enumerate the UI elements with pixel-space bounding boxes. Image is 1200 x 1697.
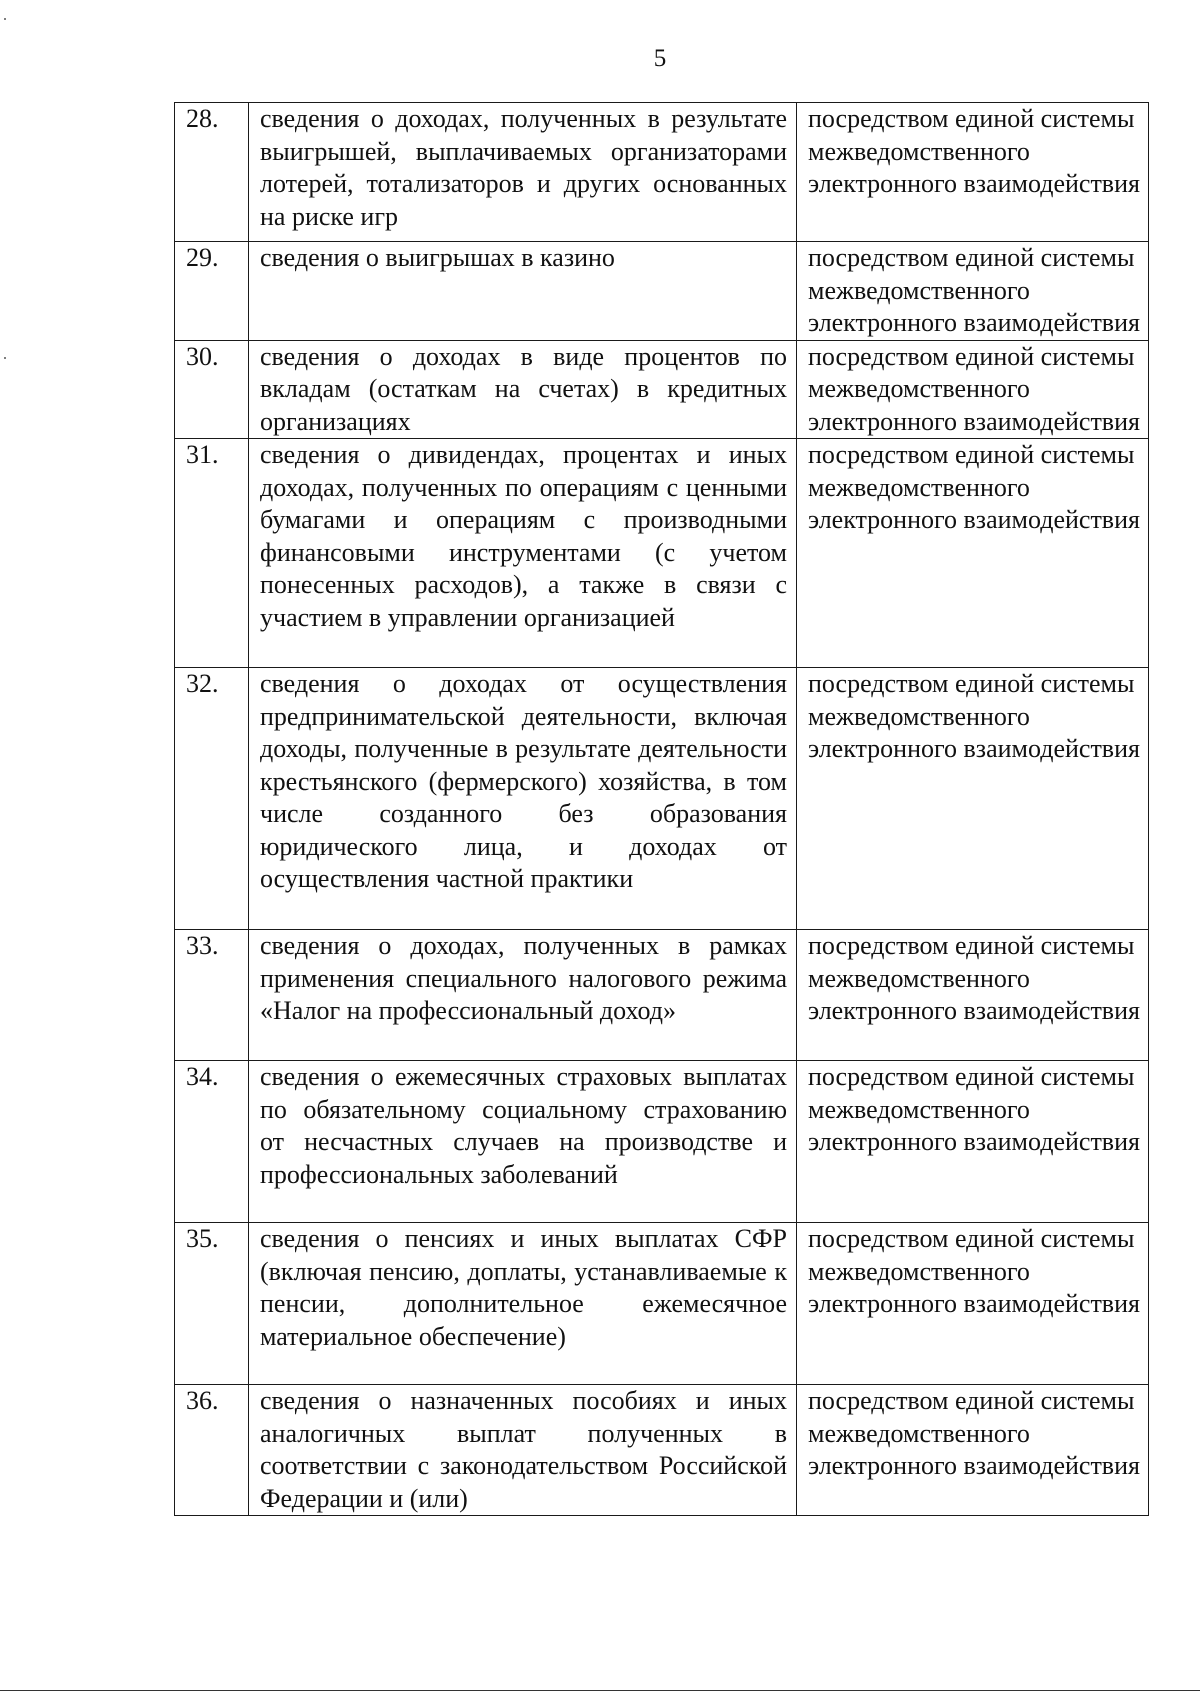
row-description: сведения о назначенных пособиях и иных аналогичных выплат полученных в соответствии с законодательством Российской Федерации и (или) [249,1385,797,1516]
method-line: электронного взаимодействия [808,308,1140,337]
row-number: 28. [175,103,249,242]
row-method [797,340,1149,439]
method-line: межведомственного [808,472,1030,502]
method-line: посредством единой системы [808,931,1135,960]
row-number: 32. [175,668,249,930]
row-description: сведения о доходах, полученных в результате выигрышей, выплачиваемых организаторами лотерей, тотализаторов и других основанных на риске игр [249,103,797,242]
method-line: электронного взаимодействия [808,734,1140,763]
table-row [175,1061,1149,1223]
row-number: 30. [175,340,249,439]
scan-mark [4,357,6,359]
method-line: межведомственного [808,374,1030,403]
method-line: межведомственного [808,136,1030,166]
method-line: электронного взаимодействия [808,1451,1140,1480]
row-description: сведения о пенсиях и иных выплатах СФР (включая пенсию, доплаты, устанавливаемые к пенсии, дополнительное ежемесячное материальное обеспечение) [249,1223,797,1385]
method-line: электронного взаимодействия [808,1289,1140,1318]
table-row [175,439,1149,668]
page-bottom-rule [0,1690,1200,1691]
method-line: межведомственного [808,1256,1030,1286]
row-description: сведения о дивидендах, процентах и иных доходах, полученных по операциям с ценными бумагами и операциям с производными финансовыми инструментами (с учетом понесенных расходов), а также в связи с участием в управлении организацией [249,439,797,668]
table-row [175,930,1149,1061]
row-number: 31. [175,439,249,668]
data-sources-table [174,102,1149,1516]
row-description: сведения о доходах, полученных в рамках применения специального налогового режима «Налог на профессиональный доход» [249,930,797,1061]
method-line: посредством единой системы [808,104,1135,133]
method-line: посредством единой системы [808,1062,1135,1091]
table-row [175,340,1149,439]
method-line: электронного взаимодействия [808,406,1140,436]
row-description: сведения о ежемесячных страховых выплатах по обязательному социальному страхованию от несчастных случаев на производстве и профессиональных заболеваний [249,1061,797,1223]
method-line: межведомственного [808,275,1030,305]
row-method [797,1223,1149,1385]
table-row [175,242,1149,341]
row-number: 35. [175,1223,249,1385]
row-method [797,668,1149,930]
scan-mark [4,18,6,20]
row-number: 33. [175,930,249,1061]
method-line: посредством единой системы [808,243,1135,272]
method-line: межведомственного [808,1418,1030,1448]
table-row [175,103,1149,242]
method-line: посредством единой системы [808,669,1135,698]
method-line: электронного взаимодействия [808,169,1140,198]
method-line: посредством единой системы [808,341,1135,371]
row-method [797,1385,1149,1516]
row-method [797,1061,1149,1223]
method-line: электронного взаимодействия [808,996,1140,1025]
method-line: электронного взаимодействия [808,505,1140,534]
method-line: посредством единой системы [808,440,1135,469]
method-line: посредством единой системы [808,1224,1135,1253]
row-description: сведения о выигрышах в казино [249,242,797,341]
method-line: посредством единой системы [808,1386,1135,1415]
method-line: межведомственного [808,701,1030,731]
table-row [175,668,1149,930]
row-number: 34. [175,1061,249,1223]
method-line: электронного взаимодействия [808,1127,1140,1156]
row-method [797,930,1149,1061]
method-line: межведомственного [808,1094,1030,1124]
page-number: 5 [653,45,667,72]
table-row [175,1223,1149,1385]
row-method [797,439,1149,668]
row-number: 36. [175,1385,249,1516]
method-line: межведомственного [808,963,1030,993]
row-description: сведения о доходах в виде процентов по вкладам (остаткам на счетах) в кредитных организациях [249,340,797,439]
table-row [175,1385,1149,1516]
row-method [797,103,1149,242]
row-method [797,242,1149,341]
row-description: сведения о доходах от осуществления предпринимательской деятельности, включая доходы, полученные в результате деятельности крестьянского (фермерского) хозяйства, в том числе созданного без образования юридического лица, и доходах от осуществления частной практики [249,668,797,930]
row-number: 29. [175,242,249,341]
